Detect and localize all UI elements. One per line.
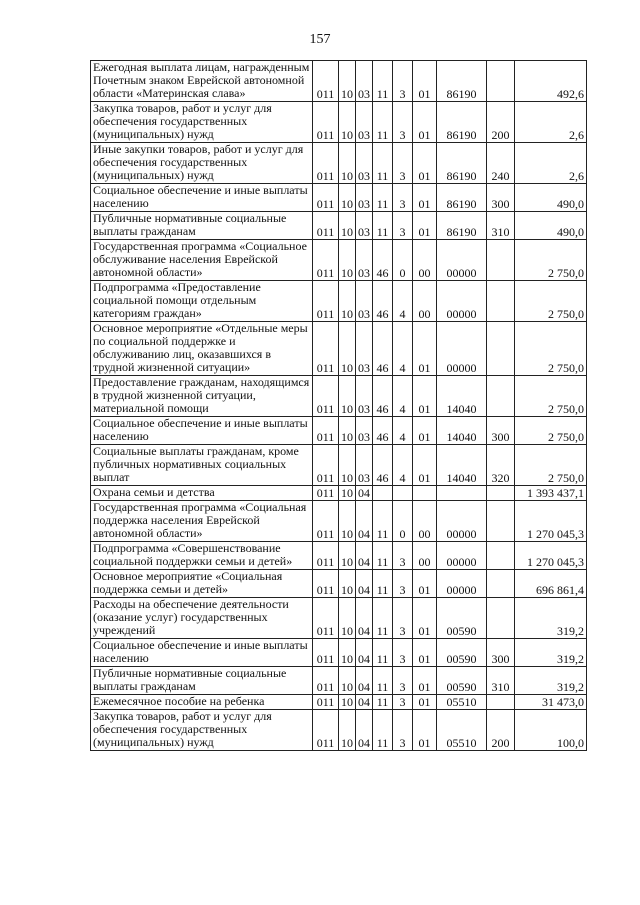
subprogram-code: 3	[393, 184, 413, 212]
subprogram-code: 4	[393, 281, 413, 322]
expense-type-code	[487, 61, 515, 102]
activity-code: 01	[413, 61, 437, 102]
direction-code: 00000	[437, 501, 487, 542]
program-code: 11	[373, 695, 393, 710]
page-number: 157	[309, 32, 331, 47]
section-code: 10	[339, 501, 356, 542]
activity-code: 01	[413, 598, 437, 639]
expense-name: Иные закупки товаров, работ и услуг для обеспечения государственных (муниципальных) нужд	[91, 143, 313, 184]
amount: 2 750,0	[515, 240, 587, 281]
subsection-code: 03	[356, 322, 373, 376]
amount: 492,6	[515, 61, 587, 102]
amount: 2,6	[515, 143, 587, 184]
activity-code: 01	[413, 184, 437, 212]
expense-name: Охрана семьи и детства	[91, 486, 313, 501]
subprogram-code: 3	[393, 542, 413, 570]
expense-type-code	[487, 486, 515, 501]
expense-type-code: 310	[487, 667, 515, 695]
table-row	[91, 667, 587, 695]
grbs-code: 011	[313, 61, 339, 102]
direction-code: 00000	[437, 570, 487, 598]
subprogram-code: 3	[393, 598, 413, 639]
subsection-code: 03	[356, 445, 373, 486]
section-code: 10	[339, 486, 356, 501]
expense-type-code: 300	[487, 417, 515, 445]
expense-type-code: 320	[487, 445, 515, 486]
amount: 2 750,0	[515, 445, 587, 486]
program-code: 11	[373, 61, 393, 102]
table-row	[91, 695, 587, 710]
subprogram-code: 3	[393, 61, 413, 102]
amount: 1 270 045,3	[515, 542, 587, 570]
grbs-code: 011	[313, 598, 339, 639]
amount: 1 393 437,1	[515, 486, 587, 501]
program-code: 11	[373, 570, 393, 598]
activity-code: 00	[413, 542, 437, 570]
expense-type-code	[487, 281, 515, 322]
expense-type-code: 200	[487, 710, 515, 751]
expense-type-code	[487, 542, 515, 570]
amount: 490,0	[515, 184, 587, 212]
subprogram-code	[393, 486, 413, 501]
expense-type-code	[487, 322, 515, 376]
program-code: 11	[373, 598, 393, 639]
grbs-code: 011	[313, 501, 339, 542]
subprogram-code: 3	[393, 102, 413, 143]
direction-code: 00590	[437, 598, 487, 639]
subsection-code: 03	[356, 212, 373, 240]
subprogram-code: 0	[393, 240, 413, 281]
subsection-code: 03	[356, 143, 373, 184]
grbs-code: 011	[313, 486, 339, 501]
activity-code: 01	[413, 212, 437, 240]
grbs-code: 011	[313, 667, 339, 695]
direction-code: 86190	[437, 184, 487, 212]
program-code: 46	[373, 281, 393, 322]
program-code: 46	[373, 322, 393, 376]
grbs-code: 011	[313, 695, 339, 710]
table-row	[91, 212, 587, 240]
program-code: 11	[373, 639, 393, 667]
table-row	[91, 281, 587, 322]
subsection-code: 04	[356, 667, 373, 695]
program-code: 46	[373, 240, 393, 281]
section-code: 10	[339, 376, 356, 417]
grbs-code: 011	[313, 376, 339, 417]
expense-type-code: 240	[487, 143, 515, 184]
amount: 319,2	[515, 598, 587, 639]
section-code: 10	[339, 417, 356, 445]
section-code: 10	[339, 695, 356, 710]
activity-code: 01	[413, 639, 437, 667]
direction-code: 14040	[437, 417, 487, 445]
activity-code: 00	[413, 281, 437, 322]
expense-name: Ежемесячное пособие на ребенка	[91, 695, 313, 710]
expense-type-code	[487, 695, 515, 710]
activity-code: 01	[413, 143, 437, 184]
direction-code: 00000	[437, 322, 487, 376]
expense-name: Социальное обеспечение и иные выплаты населению	[91, 639, 313, 667]
amount: 319,2	[515, 639, 587, 667]
table-row	[91, 322, 587, 376]
section-code: 10	[339, 445, 356, 486]
expense-name: Закупка товаров, работ и услуг для обеспечения государственных (муниципальных) нужд	[91, 102, 313, 143]
subsection-code: 04	[356, 486, 373, 501]
program-code: 11	[373, 212, 393, 240]
subsection-code: 04	[356, 598, 373, 639]
table-row	[91, 417, 587, 445]
expense-name: Государственная программа «Социальная поддержка населения Еврейской автономной области»	[91, 501, 313, 542]
section-code: 10	[339, 61, 356, 102]
subprogram-code: 3	[393, 570, 413, 598]
grbs-code: 011	[313, 143, 339, 184]
table-row	[91, 102, 587, 143]
section-code: 10	[339, 184, 356, 212]
subprogram-code: 3	[393, 710, 413, 751]
activity-code: 01	[413, 322, 437, 376]
grbs-code: 011	[313, 639, 339, 667]
grbs-code: 011	[313, 542, 339, 570]
expense-type-code	[487, 240, 515, 281]
program-code: 46	[373, 445, 393, 486]
subprogram-code: 4	[393, 376, 413, 417]
expense-type-code: 300	[487, 639, 515, 667]
subsection-code: 03	[356, 61, 373, 102]
direction-code: 86190	[437, 212, 487, 240]
activity-code: 00	[413, 501, 437, 542]
section-code: 10	[339, 240, 356, 281]
subsection-code: 03	[356, 184, 373, 212]
table-row	[91, 639, 587, 667]
amount: 319,2	[515, 667, 587, 695]
grbs-code: 011	[313, 570, 339, 598]
direction-code: 86190	[437, 102, 487, 143]
subprogram-code: 0	[393, 501, 413, 542]
direction-code: 86190	[437, 61, 487, 102]
grbs-code: 011	[313, 445, 339, 486]
section-code: 10	[339, 710, 356, 751]
table-row	[91, 240, 587, 281]
expense-name: Закупка товаров, работ и услуг для обеспечения государственных (муниципальных) нужд	[91, 710, 313, 751]
subprogram-code: 3	[393, 212, 413, 240]
table-row	[91, 184, 587, 212]
activity-code: 01	[413, 667, 437, 695]
subprogram-code: 3	[393, 639, 413, 667]
program-code: 46	[373, 376, 393, 417]
expense-type-code: 200	[487, 102, 515, 143]
subsection-code: 03	[356, 102, 373, 143]
section-code: 10	[339, 542, 356, 570]
expense-name: Социальные выплаты гражданам, кроме публичных нормативных социальных выплат	[91, 445, 313, 486]
amount: 696 861,4	[515, 570, 587, 598]
amount: 2,6	[515, 102, 587, 143]
program-code: 11	[373, 143, 393, 184]
subprogram-code: 3	[393, 143, 413, 184]
expense-name: Подпрограмма «Совершенствование социальной поддержки семьи и детей»	[91, 542, 313, 570]
section-code: 10	[339, 281, 356, 322]
direction-code: 14040	[437, 445, 487, 486]
expense-name: Социальное обеспечение и иные выплаты населению	[91, 417, 313, 445]
table-row	[91, 445, 587, 486]
grbs-code: 011	[313, 417, 339, 445]
activity-code: 01	[413, 102, 437, 143]
program-code: 11	[373, 501, 393, 542]
expense-name: Расходы на обеспечение деятельности (оказание услуг) государственных учреждений	[91, 598, 313, 639]
section-code: 10	[339, 212, 356, 240]
activity-code: 01	[413, 417, 437, 445]
subsection-code: 04	[356, 695, 373, 710]
expense-name: Государственная программа «Социальное обслуживание населения Еврейской автономной области»	[91, 240, 313, 281]
amount: 490,0	[515, 212, 587, 240]
grbs-code: 011	[313, 710, 339, 751]
program-code: 11	[373, 542, 393, 570]
subprogram-code: 4	[393, 417, 413, 445]
amount: 2 750,0	[515, 281, 587, 322]
amount: 2 750,0	[515, 322, 587, 376]
subprogram-code: 3	[393, 667, 413, 695]
activity-code	[413, 486, 437, 501]
expense-type-code	[487, 570, 515, 598]
section-code: 10	[339, 667, 356, 695]
table-row	[91, 598, 587, 639]
expense-name: Основное мероприятие «Социальная поддержка семьи и детей»	[91, 570, 313, 598]
subsection-code: 03	[356, 281, 373, 322]
program-code: 11	[373, 184, 393, 212]
subprogram-code: 3	[393, 695, 413, 710]
grbs-code: 011	[313, 322, 339, 376]
expense-type-code	[487, 376, 515, 417]
subsection-code: 04	[356, 639, 373, 667]
section-code: 10	[339, 570, 356, 598]
table-row	[91, 376, 587, 417]
direction-code: 00000	[437, 240, 487, 281]
amount: 1 270 045,3	[515, 501, 587, 542]
activity-code: 01	[413, 695, 437, 710]
expense-name: Социальное обеспечение и иные выплаты населению	[91, 184, 313, 212]
subsection-code: 04	[356, 710, 373, 751]
grbs-code: 011	[313, 212, 339, 240]
section-code: 10	[339, 598, 356, 639]
activity-code: 01	[413, 445, 437, 486]
subprogram-code: 4	[393, 322, 413, 376]
subsection-code: 04	[356, 542, 373, 570]
direction-code: 00590	[437, 667, 487, 695]
activity-code: 01	[413, 710, 437, 751]
expense-name: Публичные нормативные социальные выплаты гражданам	[91, 667, 313, 695]
activity-code: 00	[413, 240, 437, 281]
amount: 2 750,0	[515, 376, 587, 417]
table-row	[91, 501, 587, 542]
direction-code: 05510	[437, 710, 487, 751]
grbs-code: 011	[313, 281, 339, 322]
table-body	[91, 61, 587, 751]
direction-code: 86190	[437, 143, 487, 184]
program-code: 11	[373, 667, 393, 695]
section-code: 10	[339, 102, 356, 143]
direction-code	[437, 486, 487, 501]
direction-code: 00590	[437, 639, 487, 667]
expense-name: Ежегодная выплата лицам, награжденным Почетным знаком Еврейской автономной области «Материнская слава»	[91, 61, 313, 102]
subsection-code: 04	[356, 570, 373, 598]
amount: 31 473,0	[515, 695, 587, 710]
subsection-code: 03	[356, 417, 373, 445]
section-code: 10	[339, 143, 356, 184]
budget-table	[90, 60, 587, 751]
program-code	[373, 486, 393, 501]
amount: 2 750,0	[515, 417, 587, 445]
section-code: 10	[339, 639, 356, 667]
table-row	[91, 542, 587, 570]
direction-code: 14040	[437, 376, 487, 417]
table-row	[91, 710, 587, 751]
amount: 100,0	[515, 710, 587, 751]
table-row	[91, 570, 587, 598]
section-code: 10	[339, 322, 356, 376]
subprogram-code: 4	[393, 445, 413, 486]
subsection-code: 03	[356, 240, 373, 281]
program-code: 46	[373, 417, 393, 445]
expense-type-code	[487, 501, 515, 542]
table-row	[91, 486, 587, 501]
direction-code: 05510	[437, 695, 487, 710]
expense-type-code	[487, 598, 515, 639]
direction-code: 00000	[437, 542, 487, 570]
expense-type-code: 310	[487, 212, 515, 240]
table-row	[91, 61, 587, 102]
program-code: 11	[373, 102, 393, 143]
program-code: 11	[373, 710, 393, 751]
direction-code: 00000	[437, 281, 487, 322]
grbs-code: 011	[313, 240, 339, 281]
table-row	[91, 143, 587, 184]
expense-name: Подпрограмма «Предоставление социальной помощи отдельным категориям граждан»	[91, 281, 313, 322]
subsection-code: 04	[356, 501, 373, 542]
subsection-code: 03	[356, 376, 373, 417]
activity-code: 01	[413, 570, 437, 598]
grbs-code: 011	[313, 184, 339, 212]
expense-name: Основное мероприятие «Отдельные меры по социальной поддержке и обслуживанию лиц, оказавшихся в трудной жизненной ситуации»	[91, 322, 313, 376]
expense-name: Предоставление гражданам, находящимся в трудной жизненной ситуации, материальной помощи	[91, 376, 313, 417]
grbs-code: 011	[313, 102, 339, 143]
activity-code: 01	[413, 376, 437, 417]
expense-type-code: 300	[487, 184, 515, 212]
expense-name: Публичные нормативные социальные выплаты гражданам	[91, 212, 313, 240]
